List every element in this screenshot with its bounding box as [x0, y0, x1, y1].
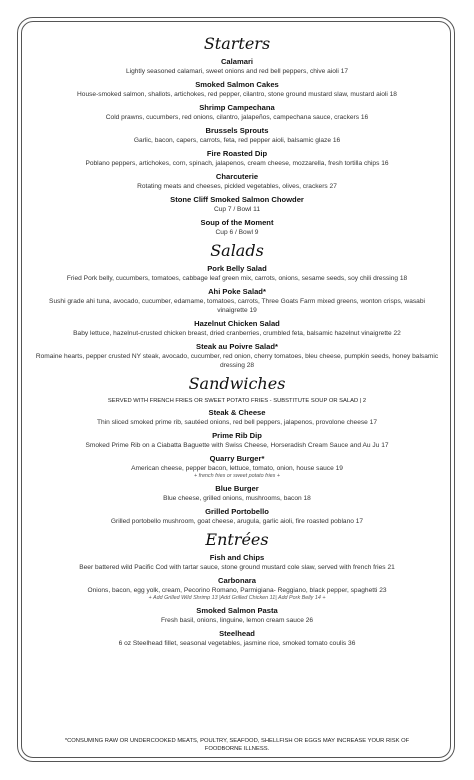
menu-item-name: Steak & Cheese: [208, 408, 266, 417]
section-salads: [27, 241, 447, 370]
menu-item: [27, 264, 447, 283]
section-starters: [27, 34, 447, 237]
menu-item-addon-note: + Add Grilled Wild Shrimp 13 |Add Grilled Chicken 11| Add Pork Belly 14 +: [148, 595, 326, 601]
menu-item-description: Sushi grade ahi tuna, avocado, cucumber, edamame, tomatoes, carrots, Three Goats Farm mixed greens, wonton crisps, wasabi vinaigrette 19: [49, 298, 425, 314]
menu-item: [27, 342, 447, 370]
section-title: Salads: [210, 241, 264, 260]
menu-item: [27, 57, 447, 76]
menu-item: [27, 606, 447, 625]
menu-item: [27, 408, 447, 427]
menu-item: [27, 484, 447, 503]
menu-item-description: Cup 7 / Bowl 11: [213, 206, 261, 213]
menu-item-description: Fried Pork belly, cucumbers, tomatoes, cabbage leaf green mix, carrots, onions, sesame seeds, soy chili dressing 18: [66, 275, 408, 282]
menu-item: [27, 149, 447, 168]
menu-item-name: Stone Cliff Smoked Salmon Chowder: [170, 195, 304, 204]
menu-item-name: Brussels Sprouts: [205, 126, 269, 135]
raw-food-disclaimer: *CONSUMING RAW OR UNDERCOOKED MEATS, POULTRY, SEAFOOD, SHELLFISH OR EGGS MAY INCREASE YOUR RISK OF FOODBORNE ILLNESS.: [64, 738, 410, 752]
menu-item-name: Prime Rib Dip: [212, 431, 262, 440]
menu-item: [27, 553, 447, 572]
menu-item-description: Garlic, bacon, capers, carrots, feta, red pepper aioli, balsamic glaze 16: [133, 137, 341, 144]
menu-item: [27, 172, 447, 191]
menu-item-description: American cheese, pepper bacon, lettuce, tomato, onion, house sauce 19: [131, 465, 343, 472]
menu-item: [27, 319, 447, 338]
menu-item-description: Onions, bacon, egg yolk, cream, Pecorino Romano, Parmigiana- Reggiano, black pepper, spaghetti 23: [87, 587, 387, 594]
section-note: SERVED WITH FRENCH FRIES OR SWEET POTATO FRIES - SUBSTITUTE SOUP OR SALAD | 2: [107, 398, 367, 404]
menu-item-description: Cold prawns, cucumbers, red onions, cilantro, jalapeños, campechana sauce, crackers 16: [105, 114, 369, 121]
menu-item-description: Smoked Prime Rib on a Ciabatta Baguette with Swiss Cheese, Horseradish Cream Sauce and Au Ju 17: [85, 442, 389, 449]
menu-item: [27, 218, 447, 237]
section-title: Entrées: [205, 530, 269, 549]
menu-item-name: Pork Belly Salad: [207, 264, 267, 273]
menu-item: [27, 507, 447, 526]
menu-item-name: Grilled Portobello: [205, 507, 269, 516]
menu-item: [27, 454, 447, 480]
menu-item-name: Charcuterie: [215, 172, 259, 181]
menu-item-description: Cup 6 / Bowl 9: [215, 229, 259, 236]
menu-item-description: Baby lettuce, hazelnut-crusted chicken breast, dried cranberries, crumbled feta, balsamic hazelnut vinaigrette 22: [73, 330, 401, 337]
menu-item: [27, 629, 447, 648]
section-entr-es: [27, 530, 447, 648]
menu-item: [27, 287, 447, 315]
menu-item-description: Grilled portobello mushroom, goat cheese, arugula, garlic aioli, fire roasted poblano 17: [110, 518, 364, 525]
menu-item-name: Hazelnut Chicken Salad: [194, 319, 280, 328]
menu-item-name: Steelhead: [219, 629, 255, 638]
menu-item-description: Rotating meats and cheeses, pickled vegetables, olives, crackers 27: [137, 183, 337, 190]
menu-item: [27, 126, 447, 145]
menu-item-description: Fresh basil, onions, linguine, lemon cream sauce 26: [160, 617, 314, 624]
menu-item-name: Blue Burger: [215, 484, 259, 493]
menu-item-description: 6 oz Steelhead fillet, seasonal vegetables, jasmine rice, smoked tomato coulis 36: [118, 640, 356, 647]
menu-item-description: Thin sliced smoked prime rib, sautéed onions, red bell peppers, jalapenos, provolone cheese 17: [96, 419, 378, 426]
menu-item: [27, 576, 447, 602]
menu-item: [27, 195, 447, 214]
menu-item-name: Smoked Salmon Pasta: [196, 606, 278, 615]
section-sandwiches: [27, 374, 447, 526]
menu-item-addon-note: + french fries or sweet potato fries +: [194, 473, 280, 479]
section-title: Sandwiches: [188, 374, 286, 393]
menu-item-name: Fish and Chips: [209, 553, 265, 562]
menu-item-name: Soup of the Moment: [200, 218, 274, 227]
menu-item-description: Poblano peppers, artichokes, corn, spinach, jalapenos, cream cheese, mozzarella, fresh tortilla chips 16: [85, 160, 389, 167]
menu-item: [27, 103, 447, 122]
menu-item-name: Smoked Salmon Cakes: [195, 80, 279, 89]
menu-item-description: Lightly seasoned calamari, sweet onions and red bell peppers, chive aioli 17: [125, 68, 349, 75]
menu-item-name: Carbonara: [218, 576, 256, 585]
menu-item-name: Fire Roasted Dip: [206, 149, 268, 158]
menu-item-name: Steak au Poivre Salad*: [196, 342, 278, 351]
section-title: Starters: [203, 34, 271, 53]
menu-item-description: Blue cheese, grilled onions, mushrooms, bacon 18: [163, 495, 311, 502]
menu-item-name: Quarry Burger*: [209, 454, 265, 463]
menu-item-name: Ahi Poke Salad*: [208, 287, 266, 296]
menu-item-description: Beer battered wild Pacific Cod with tartar sauce, stone ground mustard cole slaw, served with french fries 21: [79, 564, 395, 571]
menu-item: [27, 80, 447, 99]
menu-item-description: Romaine hearts, pepper crusted NY steak, avocado, cucumber, red onion, cherry tomatoes, bleu cheese, pumpkin seeds, honey balsamic dressing 28: [35, 353, 439, 369]
menu-item-name: Calamari: [220, 57, 254, 66]
menu-content: [27, 34, 447, 652]
menu-item-name: Shrimp Campechana: [199, 103, 275, 112]
menu-item: [27, 431, 447, 450]
menu-item-description: House-smoked salmon, shallots, artichokes, red pepper, cilantro, stone ground mustard slaw, mustard aioli 18: [77, 91, 397, 98]
